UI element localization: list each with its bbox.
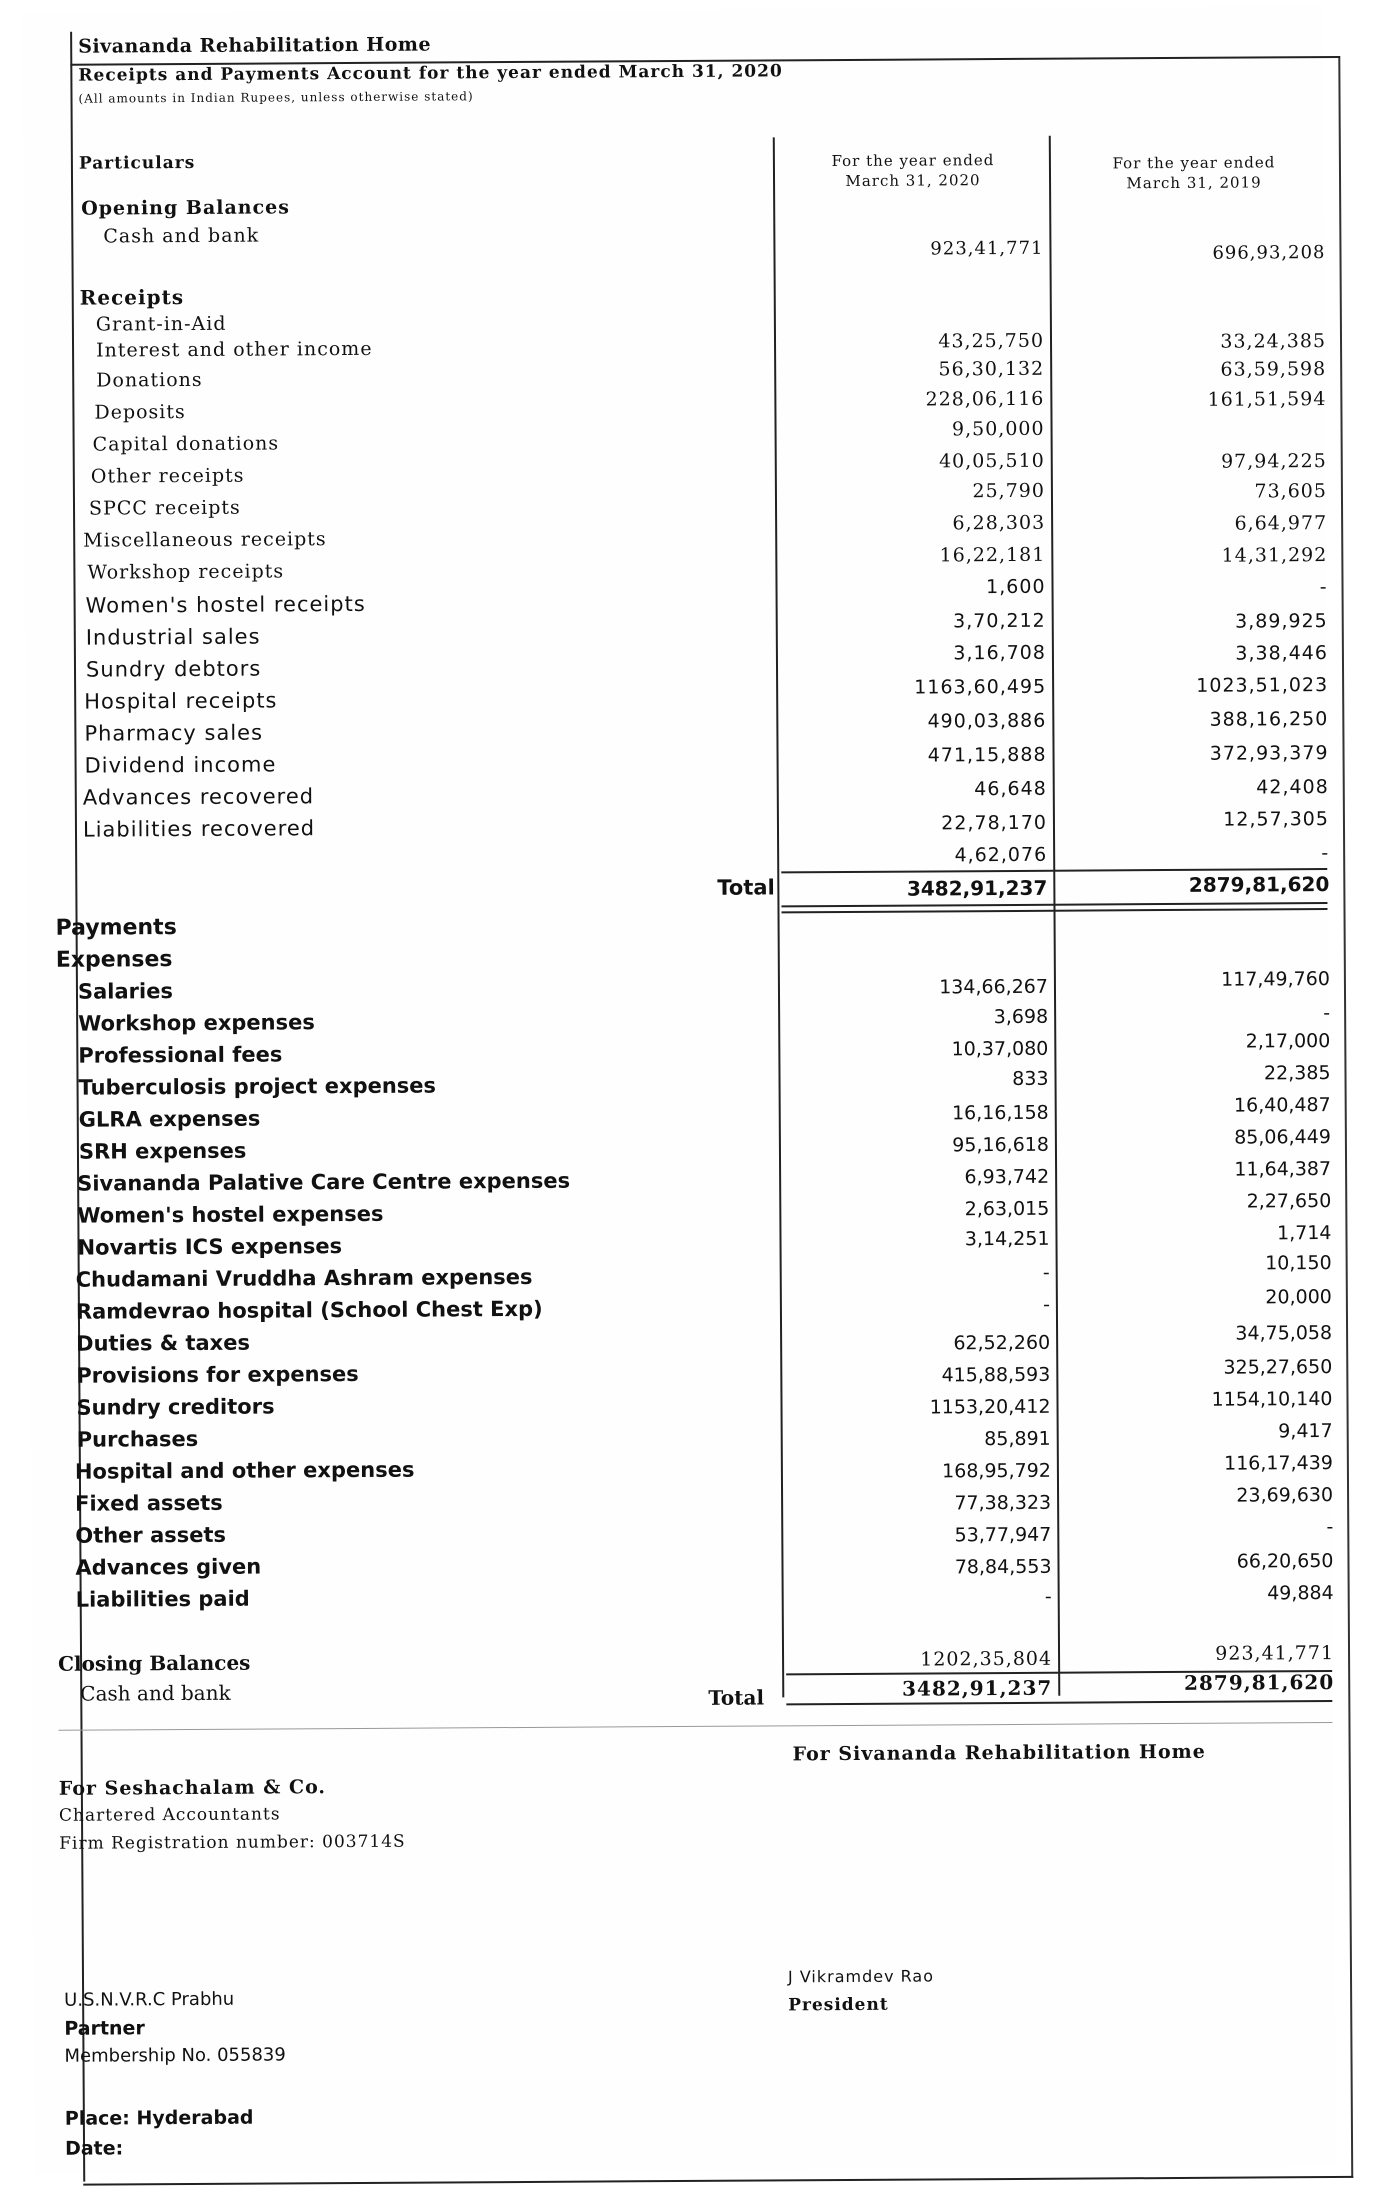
closing-cash-2020: 1202,35,804	[920, 1647, 1053, 1671]
column-header-2019	[1059, 152, 1329, 194]
payment-value-2019: 11,64,387	[1234, 1158, 1332, 1181]
payment-label: Novartis ICS expenses	[77, 1234, 343, 1260]
payment-label: Women's hostel expenses	[77, 1201, 384, 1228]
receipt-value-2019: 42,408	[1256, 776, 1329, 799]
payment-value-2020: 134,66,267	[939, 975, 1049, 999]
receipt-value-2019: 3,89,925	[1235, 610, 1328, 633]
payment-label: Sundry creditors	[76, 1394, 275, 1420]
receipt-extra-2020: 4,62,076	[954, 843, 1048, 867]
payment-value-2020: 62,52,260	[953, 1331, 1051, 1355]
particulars-header: Particulars	[78, 152, 196, 174]
payment-value-2020: 415,88,593	[941, 1363, 1051, 1387]
payment-value-2019: 1,714	[1276, 1222, 1332, 1245]
payment-label: Liabilities paid	[75, 1586, 250, 1612]
payment-label: Ramdevrao hospital (School Chest Exp)	[75, 1296, 543, 1324]
payment-value-2019: 117,49,760	[1221, 968, 1330, 991]
receipts-total-label: Total	[717, 875, 775, 900]
payment-label: Hospital and other expenses	[74, 1457, 415, 1484]
payment-value-2020: 53,77,947	[954, 1523, 1052, 1547]
payment-value-2020: 833	[1012, 1067, 1049, 1090]
payment-value-2020: 85,891	[984, 1427, 1051, 1451]
receipt-value-2020: 43,25,750	[938, 329, 1045, 353]
closing-cash-2019: 923,41,771	[1215, 1642, 1335, 1665]
payment-label: Other assets	[75, 1522, 227, 1548]
receipt-value-2020: 1,600	[986, 575, 1046, 599]
payment-value-2020: 3,14,251	[964, 1227, 1050, 1251]
payment-value-2020: 77,38,323	[954, 1491, 1052, 1515]
footer-separator	[58, 1722, 1332, 1731]
receipt-value-2020: 228,06,116	[925, 387, 1045, 411]
column-header-2019-line1: For the year ended	[1112, 153, 1276, 173]
date: Date:	[64, 2137, 124, 2160]
receipts-heading: Receipts	[79, 285, 185, 310]
payment-label: Tuberculosis project expenses	[78, 1073, 437, 1100]
partner-title: Partner	[64, 2017, 145, 2040]
receipts-total-2019: 2879,81,620	[1188, 872, 1330, 897]
receipt-label: SPCC receipts	[88, 496, 241, 520]
president-title: President	[788, 1994, 889, 2016]
auditor-firm-name: For Seshachalam & Co.	[58, 1776, 327, 1800]
auditor-firm-registration: Firm Registration number: 003714S	[59, 1831, 406, 1854]
receipt-value-2019: 73,605	[1254, 480, 1328, 503]
payment-value-2019: 20,000	[1265, 1286, 1332, 1309]
payments-heading: Payments	[55, 915, 177, 941]
opening-cash-2020: 923,41,771	[930, 237, 1044, 260]
payment-label: Advances given	[75, 1554, 262, 1580]
receipt-value-2019: 372,93,379	[1209, 742, 1329, 765]
receipt-value-2019: 63,59,598	[1220, 358, 1327, 381]
receipt-label: Liabilities recovered	[82, 816, 316, 842]
payment-value-2019: 66,20,650	[1236, 1550, 1334, 1573]
opening-balances-heading: Opening Balances	[81, 196, 291, 220]
payment-value-2019: 49,884	[1267, 1582, 1334, 1605]
payment-label: Sivananda Palative Care Centre expenses	[77, 1168, 571, 1196]
partner-name: U.S.N.V.R.C Prabhu	[64, 1988, 235, 2011]
org-name: Sivananda Rehabilitation Home	[78, 33, 432, 58]
place: Place: Hyderabad	[64, 2106, 254, 2130]
receipt-label: Other receipts	[90, 464, 245, 488]
payment-value-2020: -	[1042, 1293, 1050, 1316]
payment-value-2020: -	[1042, 1261, 1050, 1284]
payment-value-2019: 22,385	[1263, 1062, 1331, 1085]
expenses-subheading: Expenses	[55, 947, 173, 973]
receipt-value-2020: 471,15,888	[927, 743, 1047, 767]
receipt-extra-2019: -	[1321, 842, 1330, 865]
org-signatory-line: For Sivananda Rehabilitation Home	[792, 1740, 1206, 1766]
payment-value-2019: 34,75,058	[1235, 1322, 1333, 1345]
currency-note: (All amounts in Indian Rupees, unless otherwise stated)	[78, 89, 474, 106]
receipt-label: Advances recovered	[82, 784, 315, 810]
receipt-value-2020: 46,648	[974, 777, 1047, 801]
receipt-value-2019: 33,24,385	[1220, 330, 1327, 353]
payment-label: GLRA expenses	[78, 1106, 261, 1132]
receipt-value-2019: 6,64,977	[1234, 512, 1328, 535]
receipt-label: Dividend income	[84, 752, 277, 778]
membership-number: Membership No. 055839	[64, 2044, 286, 2067]
payment-value-2019: 85,06,449	[1234, 1126, 1331, 1149]
payment-value-2019: 2,27,650	[1246, 1190, 1332, 1213]
receipt-label: Grant-in-Aid	[95, 312, 227, 336]
payment-value-2019: 2,17,000	[1245, 1030, 1331, 1053]
payment-value-2020: -	[1044, 1585, 1052, 1608]
receipt-value-2020: 40,05,510	[938, 449, 1045, 473]
receipt-value-2019: 1023,51,023	[1196, 674, 1329, 697]
payment-label: SRH expenses	[78, 1138, 247, 1164]
receipt-label: Deposits	[94, 401, 186, 424]
receipt-label: Industrial sales	[85, 624, 261, 650]
payment-value-2019: -	[1326, 1516, 1334, 1539]
receipt-value-2019: 161,51,594	[1207, 388, 1327, 411]
receipt-value-2019: 388,16,250	[1209, 708, 1329, 731]
payment-label: Duties & taxes	[76, 1330, 250, 1356]
receipt-value-2020: 3,70,212	[953, 609, 1046, 633]
column-header-2020	[783, 150, 1043, 192]
receipt-label: Hospital receipts	[84, 688, 278, 714]
payment-label: Purchases	[76, 1426, 199, 1452]
receipt-label: Miscellaneous receipts	[83, 528, 327, 552]
payment-value-2020: 3,698	[993, 1005, 1049, 1029]
receipt-value-2020: 56,30,132	[938, 357, 1045, 381]
payment-value-2019: 9,417	[1278, 1420, 1333, 1443]
column-header-2019-line2: March 31, 2019	[1126, 173, 1262, 193]
payment-value-2019: 10,150	[1265, 1252, 1332, 1275]
receipt-value-2020: 6,28,303	[952, 511, 1046, 535]
payment-value-2020: 95,16,618	[952, 1133, 1049, 1157]
closing-cash-label: Cash and bank	[80, 1680, 231, 1706]
payment-value-2020: 1153,20,412	[929, 1395, 1051, 1419]
document-page	[22, 6, 1335, 2174]
closing-total-2019: 2879,81,620	[1183, 1670, 1335, 1695]
receipt-value-2019: 97,94,225	[1220, 450, 1327, 473]
receipt-value-2020: 3,16,708	[953, 641, 1046, 665]
payment-label: Professional fees	[78, 1042, 283, 1068]
receipt-label: Women's hostel receipts	[85, 591, 366, 618]
receipt-value-2019: -	[1319, 576, 1328, 599]
receipt-value-2019: 14,31,292	[1221, 544, 1328, 567]
payment-value-2019: 23,69,630	[1236, 1484, 1334, 1507]
receipts-total-2020: 3482,91,237	[906, 875, 1048, 901]
payment-value-2020: 78,84,553	[954, 1555, 1052, 1579]
receipt-label: Capital donations	[92, 432, 280, 456]
payment-value-2020: 10,37,080	[951, 1037, 1049, 1061]
column-header-2020-line2: March 31, 2020	[845, 171, 981, 190]
receipt-label: Interest and other income	[95, 337, 373, 362]
receipt-value-2020: 16,22,181	[939, 543, 1046, 567]
payment-label: Chudamani Vruddha Ashram expenses	[75, 1264, 533, 1292]
receipt-value-2019: 12,57,305	[1223, 808, 1330, 831]
opening-cash-label: Cash and bank	[103, 224, 260, 248]
payment-value-2019: 1154,10,140	[1211, 1388, 1333, 1411]
payment-label: Provisions for expenses	[76, 1361, 359, 1388]
payment-label: Workshop expenses	[78, 1010, 315, 1036]
payment-value-2019: 16,40,487	[1233, 1094, 1331, 1117]
payment-value-2020: 2,63,015	[964, 1197, 1050, 1221]
column-header-2020-line1: For the year ended	[831, 151, 995, 171]
payment-value-2020: 168,95,792	[942, 1459, 1051, 1483]
closing-total-2020: 3482,91,237	[902, 1675, 1053, 1701]
payment-value-2019: 116,17,439	[1224, 1452, 1333, 1475]
receipt-value-2019: 3,38,446	[1235, 642, 1328, 665]
receipt-value-2020: 22,78,170	[941, 811, 1048, 835]
receipt-label: Donations	[96, 368, 203, 392]
president-name: J Vikramdev Rao	[787, 1966, 935, 1987]
receipt-value-2020: 25,790	[972, 479, 1045, 503]
payment-label: Fixed assets	[75, 1490, 223, 1516]
payment-value-2019: -	[1323, 1002, 1331, 1025]
table-row	[32, 1580, 1332, 1618]
payment-value-2020: 16,16,158	[951, 1101, 1049, 1125]
receipt-label: Pharmacy sales	[84, 720, 264, 746]
frame-bottom-border	[83, 2176, 1353, 2186]
closing-total-label: Total	[708, 1685, 765, 1710]
receipt-label: Sundry debtors	[85, 656, 262, 682]
receipt-value-2020: 1163,60,495	[914, 675, 1047, 699]
receipt-value-2020: 490,03,886	[927, 709, 1047, 733]
payment-label: Salaries	[77, 979, 174, 1004]
auditor-firm-type: Chartered Accountants	[58, 1804, 281, 1826]
frame-right-border	[1338, 58, 1353, 2178]
receipt-label: Workshop receipts	[87, 560, 285, 584]
receipt-value-2020: 9,50,000	[951, 417, 1045, 441]
closing-balances-heading: Closing Balances	[58, 1650, 251, 1676]
payment-value-2020: 6,93,742	[964, 1165, 1050, 1189]
statement-title: Receipts and Payments Account for the year ended March 31, 2020	[78, 61, 783, 86]
opening-cash-2019: 696,93,208	[1212, 242, 1326, 264]
payment-value-2019: 325,27,650	[1223, 1356, 1333, 1379]
